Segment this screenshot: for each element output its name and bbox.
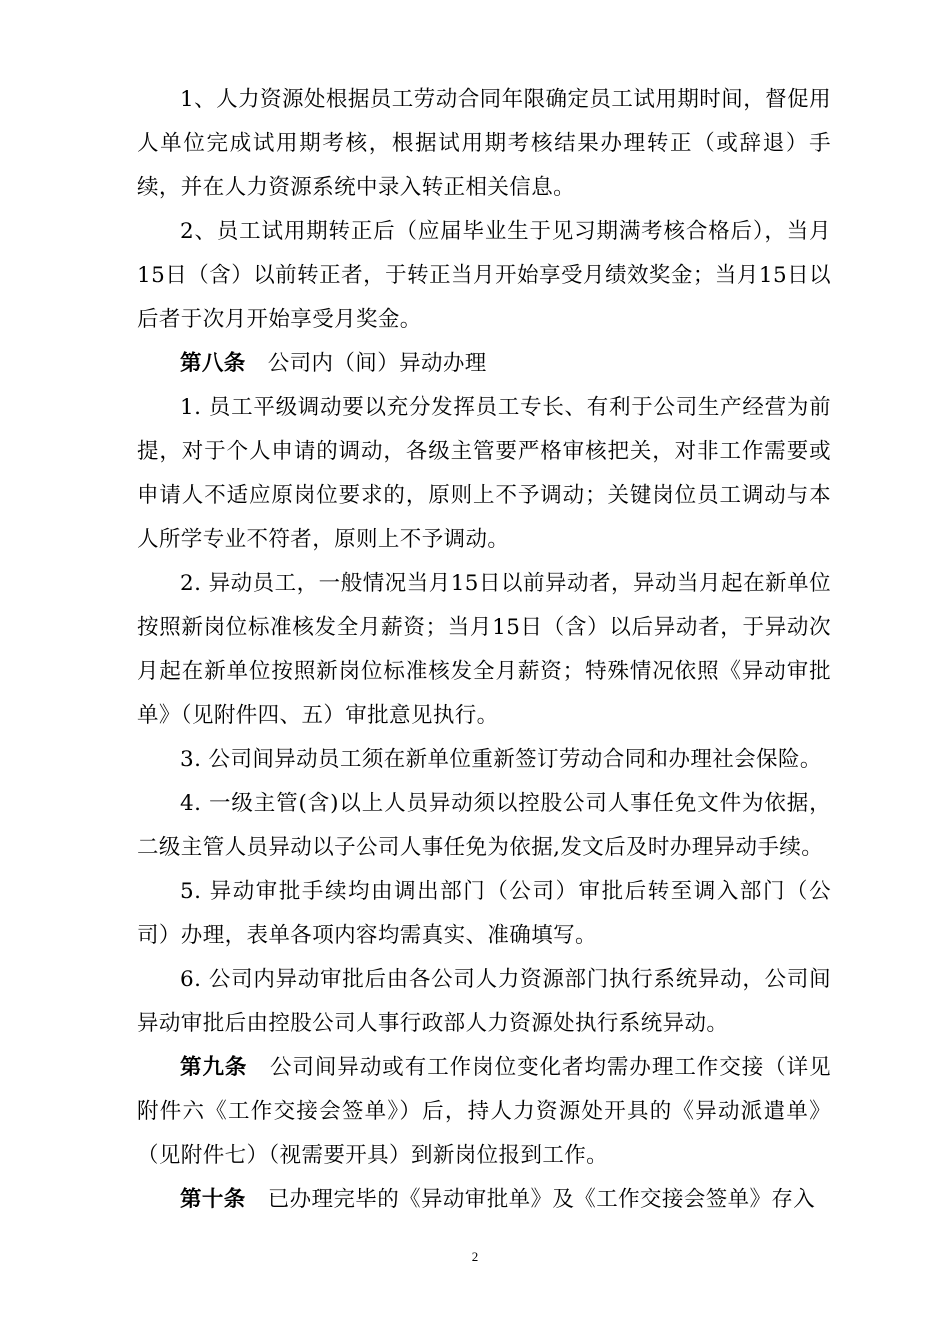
- paragraph-text: 6. 公司内异动审批后由各公司人力资源部门执行系统异动，公司间异动审批后由控股公司人事行政部人力资源处执行系统异动。: [137, 967, 831, 1036]
- article-label: 第九条: [180, 1055, 248, 1080]
- page-number: 2: [471, 1249, 479, 1264]
- paragraph-8-4: [137, 782, 831, 870]
- article-10: [137, 1178, 831, 1222]
- paragraph-text: 2、员工试用期转正后（应届毕业生于见习期满考核合格后），当月15日（含）以前转正者，于转正当月开始享受月绩效奖金；当月15日以后者于次月开始享受月奖金。: [137, 219, 831, 332]
- paragraph-8-2: [137, 562, 831, 738]
- article-8-heading: [137, 342, 831, 386]
- paragraph-text: 3. 公司间异动员工须在新单位重新签订劳动合同和办理社会保险。: [180, 747, 822, 772]
- document-body: [137, 78, 831, 1222]
- paragraph-8-3: [137, 738, 831, 782]
- paragraph-8-5: [137, 870, 831, 958]
- paragraph-1: [137, 78, 831, 210]
- paragraph-2: [137, 210, 831, 342]
- paragraph-8-1: [137, 386, 831, 562]
- article-label: 第八条: [180, 351, 246, 376]
- article-title: 公司内（间）异动办理: [267, 351, 487, 376]
- paragraph-text: 1、人力资源处根据员工劳动合同年限确定员工试用期时间，督促用人单位完成试用期考核，根据试用期考核结果办理转正（或辞退）手续，并在人力资源系统中录入转正相关信息。: [137, 87, 831, 200]
- paragraph-text: 1. 员工平级调动要以充分发挥员工专长、有利于公司生产经营为前提，对于个人申请的调动，各级主管要严格审核把关，对非工作需要或申请人不适应原岗位要求的，原则上不予调动；关键岗位员工调动与本人所学专业不符者，原则上不予调动。: [137, 395, 831, 552]
- paragraph-text: 5. 异动审批手续均由调出部门（公司）审批后转至调入部门（公司）办理，表单各项内容均需真实、准确填写。: [137, 879, 831, 948]
- article-label: 第十条: [180, 1187, 246, 1212]
- article-9: [137, 1046, 831, 1178]
- article-text: 公司间异动或有工作岗位变化者均需办理工作交接（详见附件六《工作交接会签单》）后，持人力资源处开具的《异动派遣单》（见附件七）（视需要开具）到新岗位报到工作。: [137, 1055, 831, 1168]
- paragraph-text: 4. 一级主管(含)以上人员异动须以控股公司人事任免文件为依据，二级主管人员异动以子公司人事任免为依据,发文后及时办理异动手续。: [137, 791, 831, 860]
- article-text: 已办理完毕的《异动审批单》及《工作交接会签单》存入: [267, 1187, 816, 1212]
- paragraph-text: 2. 异动员工，一般情况当月15日以前异动者，异动当月起在新单位按照新岗位标准核发全月薪资；当月15日（含）以后异动者，于异动次月起在新单位按照新岗位标准核发全月薪资；特殊情况依照《异动审批单》（见附件四、五）审批意见执行。: [137, 571, 831, 728]
- paragraph-8-6: [137, 958, 831, 1046]
